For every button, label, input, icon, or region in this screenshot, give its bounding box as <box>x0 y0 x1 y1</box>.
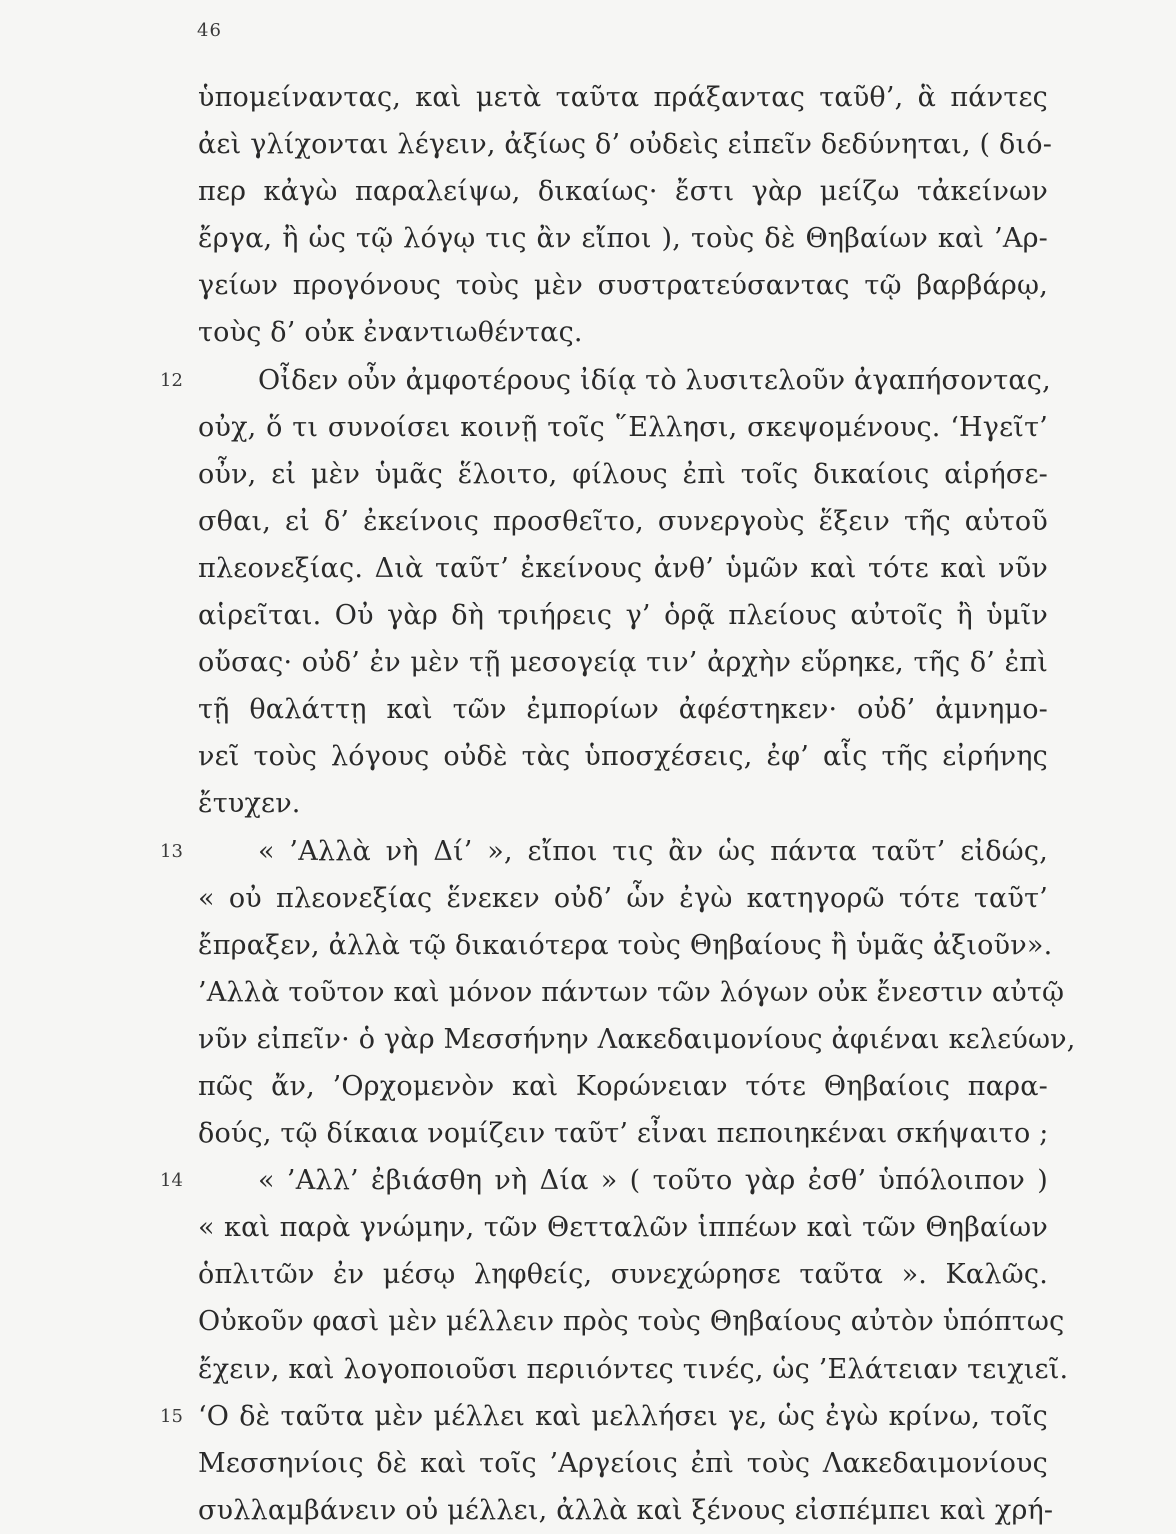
line-text: « καὶ παρὰ γνώμην, τῶν Θετταλῶν ἱππέων καὶ τῶν Θηβαίων <box>198 1212 1048 1244</box>
line-text: αἱρεῖται. Οὐ γὰρ δὴ τριήρεις γ’ ὁρᾷ πλείους αὐτοῖς ἢ ὑμῖν <box>198 600 1048 632</box>
section-number: 13 <box>160 840 183 862</box>
line-text: « ’Αλλ’ ἐβιάσθη νὴ Δία » ( τοῦτο γὰρ ἐσθ’ ὑπόλοιπον ) <box>258 1165 1048 1197</box>
text-line <box>0 1346 1176 1393</box>
line-text: « οὐ πλεονεξίας ἕνεκεν οὐδ’ ὧν ἐγὼ κατηγορῶ τότε ταῦτ’ <box>198 882 1048 914</box>
text-line <box>0 545 1176 592</box>
line-text: οὖν, εἰ μὲν ὑμᾶς ἕλοιτο, φίλους ἐπὶ τοῖς δικαίοις αἱρήσε- <box>198 458 1048 490</box>
line-text: Μεσσηνίοις δὲ καὶ τοῖς ’Αργείοις ἐπὶ τοὺς Λακεδαιμονίους <box>198 1447 1048 1479</box>
line-text: ἔπραξεν, ἀλλὰ τῷ δικαιότερα τοὺς Θηβαίους ἢ ὑμᾶς ἀξιοῦν». <box>198 929 1053 961</box>
text-line <box>0 1393 1176 1440</box>
line-text: ‘Ο δὲ ταῦτα μὲν μέλλει καὶ μελλήσει γε, ὡς ἐγὼ κρίνω, τοῖς <box>198 1400 1048 1432</box>
line-text: γείων προγόνους τοὺς μὲν συστρατεύσαντας τῷ βαρβάρῳ, <box>198 270 1048 302</box>
line-text: ’Αλλὰ τοῦτον καὶ μόνον πάντων τῶν λόγων οὐκ ἔνεστιν αὐτῷ <box>198 976 1065 1008</box>
text-line <box>0 1440 1176 1487</box>
text-line <box>0 1251 1176 1298</box>
text-line <box>0 969 1176 1016</box>
text-line <box>0 498 1176 545</box>
line-text: πῶς ἄν, ’Ορχομενὸν καὶ Κορώνειαν τότε Θηβαίοις παρα- <box>198 1070 1048 1102</box>
text-line <box>0 639 1176 686</box>
line-text: ἀεὶ γλίχονται λέγειν, ἀξίως δ’ οὐδεὶς εἰπεῖν δεδύνηται, ( διό- <box>198 129 1053 161</box>
line-text: ὑπομείναντας, καὶ μετὰ ταῦτα πράξαντας ταῦθ’, ἃ πάντες <box>198 82 1048 113</box>
text-line <box>0 1487 1176 1534</box>
line-text: Οἶδεν οὖν ἀμφοτέρους ἰδίᾳ τὸ λυσιτελοῦν ἀγαπήσοντας, <box>258 364 1051 396</box>
text-line <box>0 451 1176 498</box>
text-line <box>0 592 1176 639</box>
line-text: ἔχειν, καὶ λογοποιοῦσι περιιόντες τινές, ὡς ’Ελάτειαν τειχιεῖ. <box>198 1353 1069 1385</box>
text-body <box>0 74 1176 1534</box>
line-text: τοὺς δ’ οὐκ ἐναντιωθέντας. <box>198 317 583 349</box>
text-line <box>0 74 1176 121</box>
line-text: νῦν εἰπεῖν· ὁ γὰρ Μεσσήνην Λακεδαιμονίους ἀφιέναι κελεύων, <box>198 1023 1076 1055</box>
line-text: ἔτυχεν. <box>198 788 301 820</box>
line-text: « ’Αλλὰ νὴ Δί’ », εἴποι τις ἂν ὡς πάντα ταῦτ’ εἰδώς, <box>258 835 1048 867</box>
line-text: οὔσας· οὐδ’ ἐν μὲν τῇ μεσογείᾳ τιν’ ἀρχὴν εὕρηκε, τῆς δ’ ἐπὶ <box>198 647 1048 679</box>
text-line <box>0 780 1176 827</box>
line-text: οὐχ, ὅ τι συνοίσει κοινῇ τοῖς ῞Ελλησι, σκεψομένους. ‘Ηγεῖτ’ <box>198 411 1048 443</box>
text-line <box>0 1298 1176 1345</box>
line-text: Οὐκοῦν φασὶ μὲν μέλλειν πρὸς τοὺς Θηβαίους αὐτὸν ὑπόπτως <box>198 1306 1065 1338</box>
line-text: ὁπλιτῶν ἐν μέσῳ ληφθείς, συνεχώρησε ταῦτα ». Καλῶς. <box>198 1259 1048 1291</box>
line-text: ἔργα, ἢ ὡς τῷ λόγῳ τις ἂν εἴποι ), τοὺς δὲ Θηβαίων καὶ ’Αρ- <box>198 223 1048 255</box>
text-line <box>0 733 1176 780</box>
text-line <box>0 875 1176 922</box>
line-text: νεῖ τοὺς λόγους οὐδὲ τὰς ὑποσχέσεις, ἐφ’ αἷς τῆς εἰρήνης <box>198 741 1048 773</box>
text-line <box>0 262 1176 309</box>
section-number: 14 <box>160 1170 183 1192</box>
text-line <box>0 1063 1176 1110</box>
text-line <box>0 121 1176 168</box>
line-text: δούς, τῷ δίκαια νομίζειν ταῦτ’ εἶναι πεποιηκέναι σκήψαιτο ; <box>198 1118 1049 1150</box>
text-line <box>0 357 1176 404</box>
text-line <box>0 686 1176 733</box>
text-line <box>0 215 1176 262</box>
text-line <box>0 1204 1176 1251</box>
text-line <box>0 404 1176 451</box>
page-number: 46 <box>197 20 222 41</box>
section-number: 12 <box>160 369 183 391</box>
text-line <box>0 309 1176 356</box>
text-line <box>0 828 1176 875</box>
line-text: σθαι, εἰ δ’ ἐκείνοις προσθεῖτο, συνεργοὺς ἕξειν τῆς αὑτοῦ <box>198 505 1048 537</box>
text-line <box>0 1157 1176 1204</box>
text-line <box>0 168 1176 215</box>
line-text: πλεονεξίας. Διὰ ταῦτ’ ἐκείνους ἀνθ’ ὑμῶν καὶ τότε καὶ νῦν <box>198 552 1048 584</box>
text-line <box>0 1110 1176 1157</box>
line-text: περ κἀγὼ παραλείψω, δικαίως· ἔστι γὰρ μείζω τἀκείνων <box>198 176 1048 208</box>
section-number: 15 <box>160 1405 183 1427</box>
text-line <box>0 922 1176 969</box>
text-line <box>0 1016 1176 1063</box>
line-text: τῇ θαλάττῃ καὶ τῶν ἐμπορίων ἀφέστηκεν· οὐδ’ ἀμνημο- <box>198 694 1048 726</box>
line-text: συλλαμβάνειν οὐ μέλλει, ἀλλὰ καὶ ξένους εἰσπέμπει καὶ χρή- <box>198 1494 1054 1526</box>
